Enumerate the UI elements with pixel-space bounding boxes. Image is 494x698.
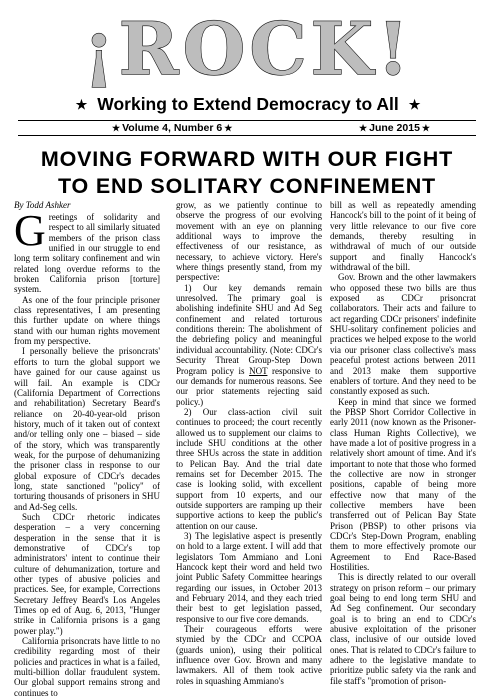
paragraph-text: reetings of solidarity and respect to all similarly situated members of the prison class unified in our struggle to end long term solitary confinement and win related long overdue reforms to the broken California prison [torture] system. xyxy=(14,212,160,295)
issue-volume-text: Volume 4, Number 6 xyxy=(122,122,223,134)
paragraph: Such CDCr rhetoric indicates desperation – a very concerning desperation in the sense that it is demonstrative of CDCr's top administrators' intent to continue their culture of dehumanization, torture and other types of abusive policies and practices. See, for example, Corrections Secretary Jeffrey Beard's Los Angeles Times op ed of Aug. 6, 2013, "Hunger strike in California prisons is a gang power play.") xyxy=(14,511,160,636)
masthead-title: ¡ROCK! xyxy=(83,6,413,91)
paragraph: 3) The legislative aspect is presently on hold to a large extent. I will add that legislators Tom Ammiano and Loni Hancock kept their word and held two joint Public Safety Committee hearings regarding our issues, in October 2013 and February 2014, and they each tried their best to get legislation passed, responsive to our five core demands. xyxy=(176,531,322,624)
masthead-logo xyxy=(22,6,474,91)
paragraph: 2) Our class-action civil suit continues to proceed; the court recently allowed us to supplement our claims to include SHU conditions at the other three SHUs across the state in addition to Pelican Bay. And the trial date remains set for December 2015. The case is looking solid, with excellent support from 10 experts, and our outside supporters are ramping up their supportive actions to keep the public's attention on our cause. xyxy=(176,406,322,531)
issue-info-bar xyxy=(18,120,476,136)
paragraph: California prisoncrats have little to no credibility regarding most of their policies and practices in what is a failed, multi-billion dollar fraudulent system. Our global support remains strong and continues to xyxy=(14,636,160,698)
masthead xyxy=(22,6,474,91)
issue-volume xyxy=(112,122,232,134)
star-icon: ★ xyxy=(421,122,430,133)
star-icon: ★ xyxy=(359,122,368,133)
issue-date xyxy=(359,122,430,134)
headline-line-1: MOVING FORWARD WITH OUR FIGHT xyxy=(40,147,454,171)
paragraph: bill as well as repeatedly amending Hancock's bill to the point of it being of very little relevance to our five core demands, thereby resulting in withdrawal of much of our outside support and finally Hancock's withdrawal of the bill. xyxy=(330,200,476,273)
tagline-text: Working to Extend Democracy to All xyxy=(97,93,399,114)
star-icon: ★ xyxy=(75,96,88,112)
paragraph: Keep in mind that since we formed the PBSP Short Corridor Collective in early 2011 (now known as the Prisoner-class Human Rights Collective), we have made a lot of positive progress in a relatively short amount of time. And it's important to note that those who formed the collective are now in stronger positions, capable of being more effective now that many of the collective members have been transferred out of Pelican Bay State Prison (PBSP) to other prisons via CDCr's Step-Down Program, enabling them to more effectively promote our Agreement to End Race-Based Hostilities. xyxy=(330,396,476,573)
paragraph: Their courageous efforts were stymied by the CDCr and CCPOA (guards union), using their political influence over Gov. Brown and many lawmakers. All of them took active roles in squashing Ammiano's xyxy=(176,624,322,686)
paragraph-text: 1) Our key demands remain unresolved. The primary goal is abolishing indefinite SHU and Ad Seg confinement and related torturous conditions therein: The abolishment of the debriefing policy and meaningful individual accountability. (Note: CDCr's Security Threat Group-Step Down Program policy is xyxy=(176,282,322,376)
paragraph: This is directly related to our overall strategy on prison reform – our primary goal being to end long term SHU and Ad Seg confinement. Our secondary goal is to bring an end to CDCr's abusive exploitation of the prisoner class, inclusive of our outside loved ones. That is related to CDCr's failure to adhere to the legislative mandate to prioritize public safety via the rank and file staff's "promotion of prison- xyxy=(330,572,476,686)
article-column-1 xyxy=(14,200,160,698)
paragraph xyxy=(14,206,160,295)
headline-line-2: TO END SOLITARY CONFINEMENT xyxy=(58,174,436,198)
star-icon: ★ xyxy=(224,122,233,133)
paragraph-text: responsive to our demands for numerous reasons. See our prior statements rejecting said policy.) xyxy=(176,365,322,407)
paragraph: grow, as we patiently continue to observe the progress of our evolving movement with an eye on planning additional ways to improve the effectiveness of our resistance, as necessary, to achieve victory. Here's where things presently stand, from my perspective: xyxy=(176,200,322,283)
paragraph: I personally believe the prisoncrats' efforts to turn the global support we have gained for our cause against us will fail. An example is CDCr (California Department of Corrections and rehabilitation) Secretary Beard's reliance on 20-40-year-old prison history, much of it taken out of context and/or telling only one – biased – side of the story, which was transparently weak, for the purpose of dehumanizing the prisoner class in response to our global exposure of CDCr's decades long, state sanctioned "policy" of torturing thousands of prisoners in SHU and Ad-Seg cells. xyxy=(14,346,160,512)
issue-date-text: June 2015 xyxy=(369,122,420,134)
article-column-2 xyxy=(176,200,322,686)
tagline xyxy=(48,93,448,115)
drop-cap: G xyxy=(14,206,46,255)
article-headline xyxy=(18,146,476,200)
star-icon: ★ xyxy=(408,96,421,112)
star-icon: ★ xyxy=(112,122,121,133)
byline: By Todd Ashker xyxy=(14,200,71,210)
emphasis-not: NOT xyxy=(249,365,268,376)
paragraph xyxy=(176,283,322,407)
paragraph: Gov. Brown and the other lawmakers who opposed these two bills are thus exposed as CDCr prisoncrat collaborators. Their acts and failure to act regarding CDCr prisoners' indefinite SHU-solitary confinement policies and practices we helped expose to the world via our prisoner class collective's mass peaceful protest actions between 2011 and 2013 make them supportive enablers of torture. And they need to be constantly exposed as such. xyxy=(330,272,476,397)
paragraph: As one of the four principle prisoner class representatives, I am presenting this further update on where things stand with our human rights movement from my perspective. xyxy=(14,294,160,347)
article-column-3 xyxy=(330,200,476,686)
